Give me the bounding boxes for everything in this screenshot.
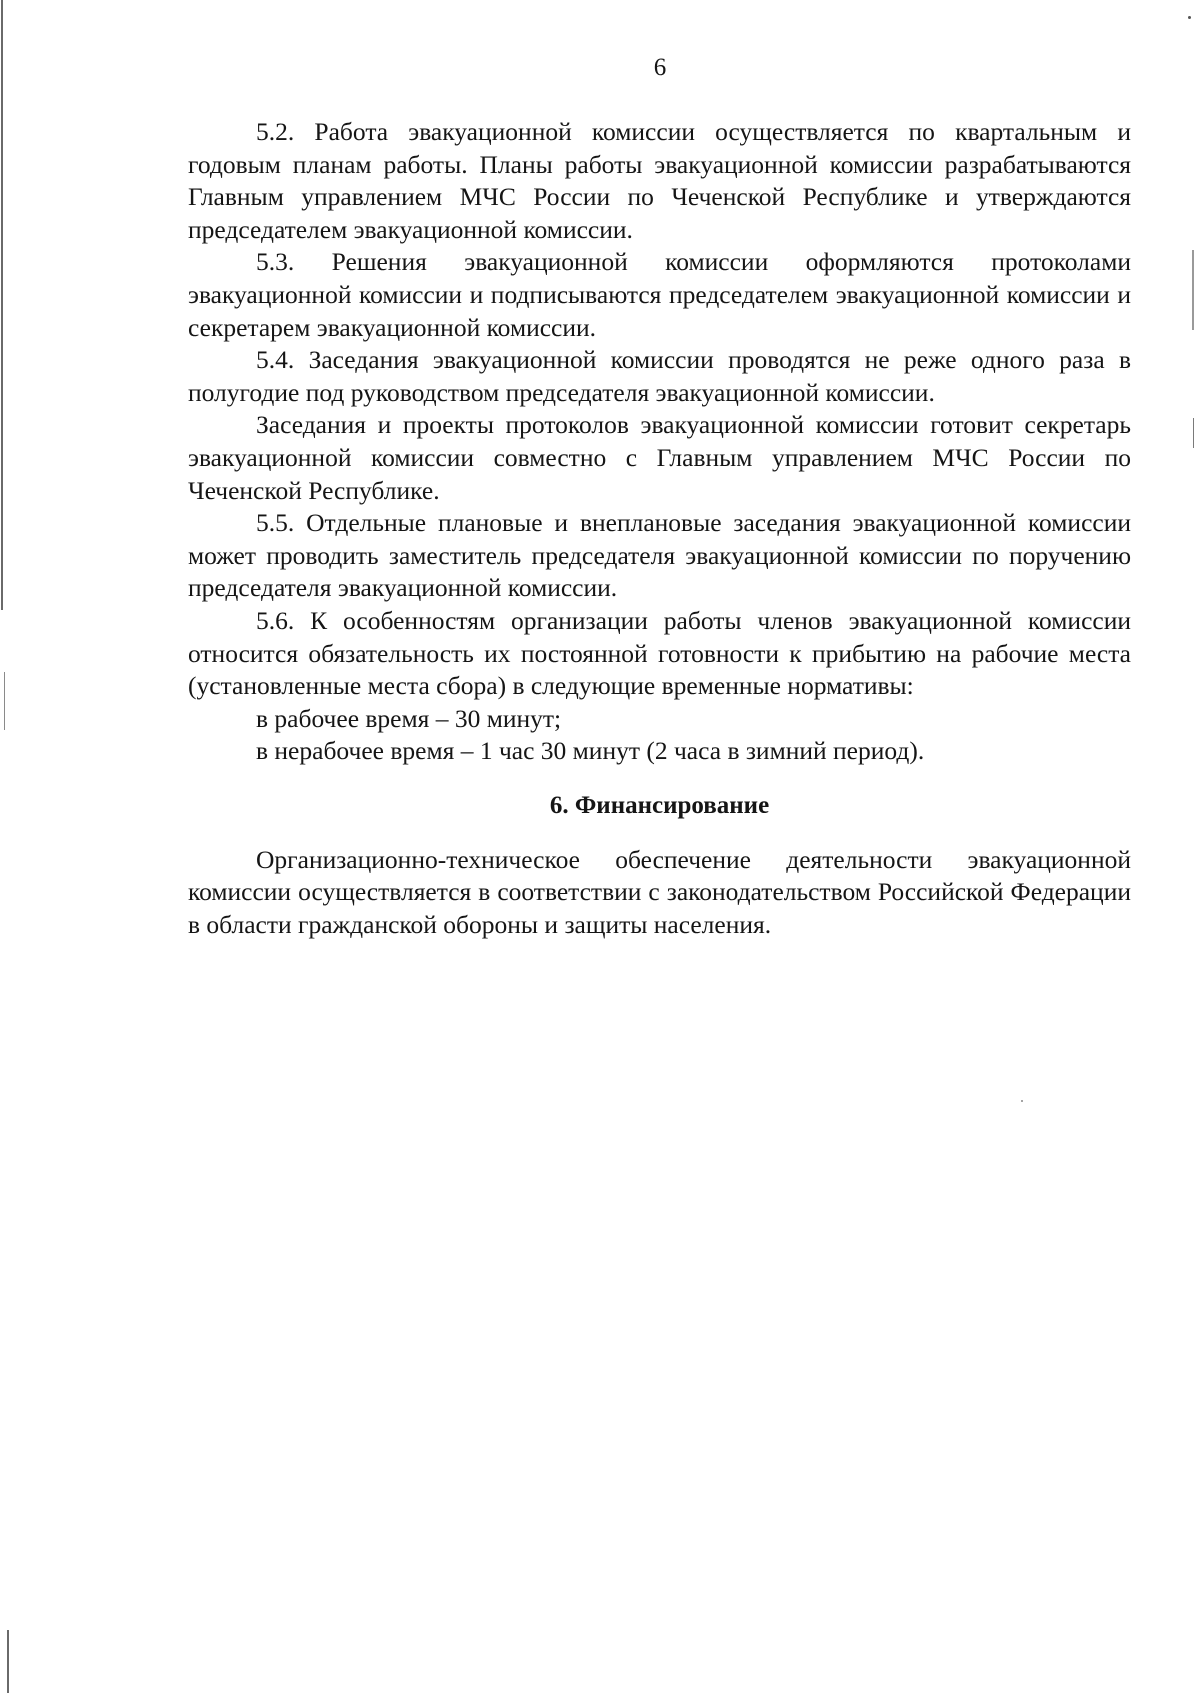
- section-spacer: [188, 822, 1131, 844]
- paragraph-meetings-preparation: Заседания и проекты протоколов эвакуационной комиссии готовит секретарь эвакуационной комиссии совместно с Главным управлением МЧС России по Чеченской Республике.: [188, 410, 1131, 505]
- paragraph-5-4: 5.4. Заседания эвакуационной комиссии проводятся не реже одного раза в полугодие под руководством председателя эвакуационной комиссии.: [188, 345, 1131, 407]
- scan-edge-mark: [1193, 418, 1194, 448]
- paragraph-5-6: 5.6. К особенностям организации работы членов эвакуационной комиссии относится обязательность их постоянной готовности к прибытию на рабочие места (установленные места сбора) в следующие временные нормативы:: [188, 605, 1131, 701]
- paragraph-5-3: 5.3. Решения эвакуационной комиссии оформляются протоколами эвакуационной комиссии и подписываются председателем эвакуационной комиссии и секретарем эвакуационной комиссии.: [188, 247, 1131, 342]
- scan-edge-mark: [1, 0, 3, 610]
- document-body: [188, 116, 1131, 942]
- paragraph-5-2: 5.2. Работа эвакуационной комиссии осуществляется по квартальным и годовым планам работы. Планы работы эвакуационной комиссии разрабатываются Главным управлением МЧС России по Чеченской Республике и утверждаются председателем эвакуационной комиссии.: [188, 117, 1131, 244]
- paragraph-financing: Организационно-техническое обеспечение деятельности эвакуационной комиссии осуществляется в соответствии с законодательством Российской Федерации в области гражданской обороны и защиты населения.: [188, 844, 1131, 940]
- page-number: 6: [653, 54, 667, 81]
- scan-edge-mark: [1192, 250, 1194, 330]
- time-norm-non-working-hours: в нерабочее время – 1 час 30 минут (2 часа в зимний период).: [256, 736, 925, 766]
- paragraph-5-5: 5.5. Отдельные плановые и внеплановые заседания эвакуационной комиссии может проводить заместитель председателя эвакуационной комиссии по поручению председателя эвакуационной комиссии.: [188, 508, 1131, 603]
- scan-edge-mark: [7, 1630, 9, 1693]
- section-heading-financing: 6. Финансирование: [549, 791, 770, 819]
- scan-edge-mark: [4, 672, 5, 730]
- scan-speck: [1188, 16, 1191, 19]
- time-norm-working-hours: в рабочее время – 30 минут;: [256, 703, 562, 733]
- scan-speck: [1021, 1100, 1023, 1102]
